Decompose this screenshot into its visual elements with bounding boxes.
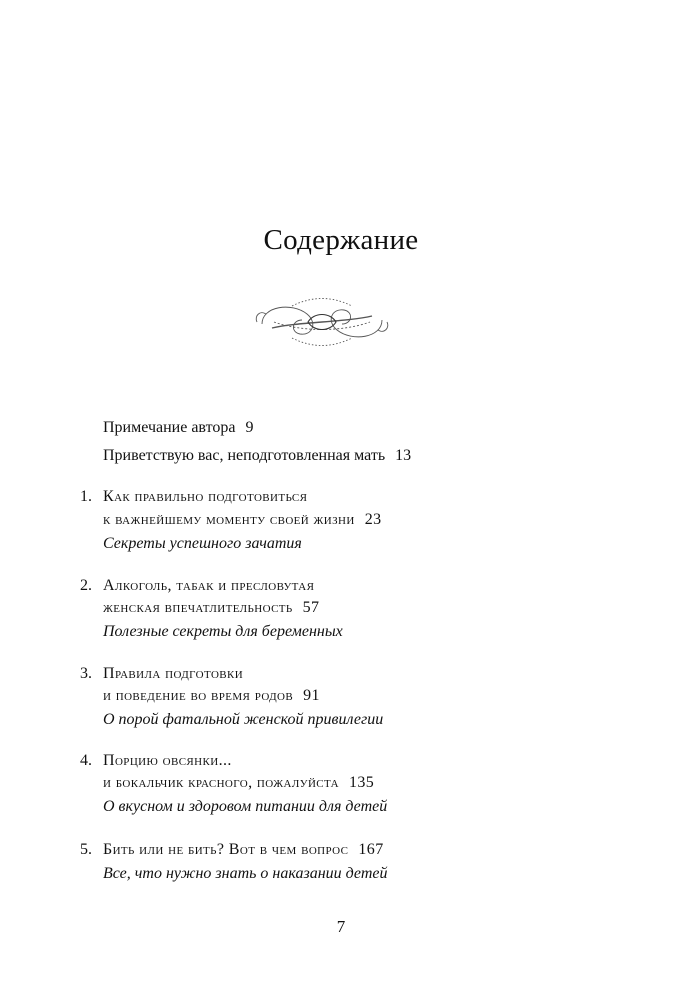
toc-entry[interactable]: [103, 446, 411, 466]
chapter-title-line[interactable]: женская впечатлительность 57: [103, 599, 320, 616]
chapter-subtitle: О порой фатальной женской привилегии: [103, 711, 384, 728]
chapter-subtitle: Секреты успешного зачатия: [103, 535, 302, 552]
chapter-title-line[interactable]: Алкоголь, табак и пресловутая: [103, 577, 315, 594]
chapter-subtitle: Полезные секреты для беременных: [103, 623, 343, 640]
page-number: 9: [245, 419, 254, 436]
chapter-title-line[interactable]: Бить или не бить? Вот в чем вопрос 167: [103, 841, 384, 858]
chapter-title-line[interactable]: Как правильно подготовиться: [103, 488, 308, 505]
chapter-number: 3.: [80, 665, 92, 682]
page-number: 57: [302, 599, 320, 616]
toc-entry[interactable]: [103, 418, 253, 438]
page-number: 135: [348, 774, 375, 791]
page-number: 167: [358, 841, 384, 858]
page-number: 23: [364, 511, 382, 528]
chapter-number: 2.: [80, 577, 92, 594]
page-folio-number: 7: [336, 917, 346, 936]
chapter-title-line[interactable]: и бокальчик красного, пожалуйста 135: [103, 774, 375, 791]
chapter-subtitle: Все, что нужно знать о наказании детей: [103, 865, 388, 882]
chapter-title-line[interactable]: Порцию овсянки...: [103, 752, 232, 769]
chapter-number: 5.: [80, 841, 92, 858]
entry-title: Примечание автора: [103, 419, 236, 436]
page-number: 91: [303, 687, 320, 704]
page-title: Содержание: [263, 224, 419, 256]
chapter-title-line[interactable]: и поведение во время родов 91: [103, 687, 320, 704]
chapter-title-line[interactable]: Правила подготовки: [103, 665, 244, 682]
page-number: 13: [395, 447, 412, 464]
chapter-subtitle: О вкусном и здоровом питании для детей: [103, 798, 388, 815]
entry-title: Приветствую вас, неподготовленная мать: [103, 447, 386, 464]
chapter-number: 1.: [80, 488, 92, 505]
chapter-title-line[interactable]: к важнейшему моменту своей жизни 23: [103, 511, 382, 528]
chapter-number: 4.: [80, 752, 92, 769]
